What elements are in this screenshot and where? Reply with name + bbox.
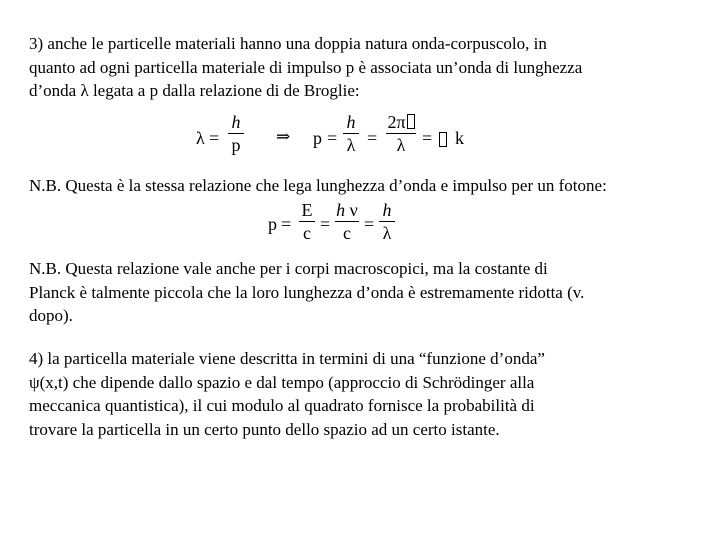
text-line: 3) anche le particelle materiali hanno una doppia natura onda-corpuscolo, in <box>29 34 547 53</box>
formula-equals: = <box>209 128 220 148</box>
text-line: N.B. Questa è la stessa relazione che lega lunghezza d’onda e impulso per un fotone: <box>29 176 607 195</box>
fraction-bar <box>379 221 395 222</box>
text-line: trovare la particella in un certo punto dello spazio ad un certo istante. <box>29 419 500 439</box>
symbol-h: h <box>336 200 346 220</box>
denominator-lambda: λ <box>346 135 356 156</box>
formula-photon <box>268 201 398 247</box>
numerator-h: h <box>346 112 356 132</box>
symbol-nu: ν <box>349 200 358 220</box>
fraction-h-over-p <box>228 113 244 154</box>
denominator-c: c <box>343 223 351 244</box>
missing-glyph-icon <box>438 131 447 149</box>
fraction-bar <box>386 133 416 134</box>
formula-k: k <box>455 128 464 148</box>
formula-lambda: λ <box>196 128 205 148</box>
text-line: Planck è talmente piccola che la loro lunghezza d’onda è estremamente ridotta (v. <box>29 282 585 302</box>
fraction-bar <box>335 221 359 222</box>
fraction-h-over-lambda <box>343 113 359 154</box>
formula-p: p <box>268 214 277 234</box>
text-line: dopo). <box>29 306 73 325</box>
paragraph-4 <box>29 347 545 441</box>
numerator-h-nu <box>336 201 358 219</box>
fraction-bar <box>343 133 359 134</box>
denominator-lambda: λ <box>396 135 406 156</box>
paragraph-3 <box>29 32 582 103</box>
implies-arrow-icon: ⇒ <box>276 127 291 146</box>
denominator-p: p <box>231 135 241 156</box>
numerator-h: h <box>231 112 241 132</box>
formula-equals: = <box>364 214 375 234</box>
formula-equals: = <box>281 214 292 234</box>
numerator-2pi <box>387 113 414 131</box>
formula-de-broglie <box>196 113 486 163</box>
text-line: quanto ad ogni particella materiale di impulso p è associata un’onda di lunghezza <box>29 57 583 77</box>
fraction-2pi-over-lambda <box>386 113 416 154</box>
text-line: N.B. Questa relazione vale anche per i corpi macroscopici, ma la costante di <box>29 259 548 278</box>
numerator-e: E <box>301 200 313 220</box>
denominator-lambda: λ <box>382 223 392 244</box>
denominator-c: c <box>303 223 311 244</box>
formula-p: p <box>313 128 322 148</box>
numerator-h: h <box>382 200 392 220</box>
formula-equals: = <box>327 128 338 148</box>
fraction-h-nu-over-c <box>335 201 359 242</box>
note-photon <box>29 174 607 198</box>
fraction-bar <box>299 221 315 222</box>
fraction-e-over-c <box>299 201 315 242</box>
text-line: 4) la particella materiale viene descritta in termini di una “funzione d’onda” <box>29 349 545 368</box>
formula-equals: = <box>367 128 378 148</box>
formula-equals: = <box>320 214 331 234</box>
fraction-h-over-lambda <box>379 201 395 242</box>
formula-equals: = <box>422 128 433 148</box>
two-pi: 2π <box>387 112 406 132</box>
text-line: meccanica quantistica), il cui modulo al quadrato fornisce la probabilità di <box>29 396 535 415</box>
text-line: d’onda λ legata a p dalla relazione di de Broglie: <box>29 81 360 100</box>
text-line: ψ(x,t) che dipende dallo spazio e dal tempo (approccio di Schrödinger alla <box>29 372 535 392</box>
fraction-bar <box>228 133 244 134</box>
note-macroscopic <box>29 257 584 328</box>
missing-glyph-icon <box>407 114 415 129</box>
